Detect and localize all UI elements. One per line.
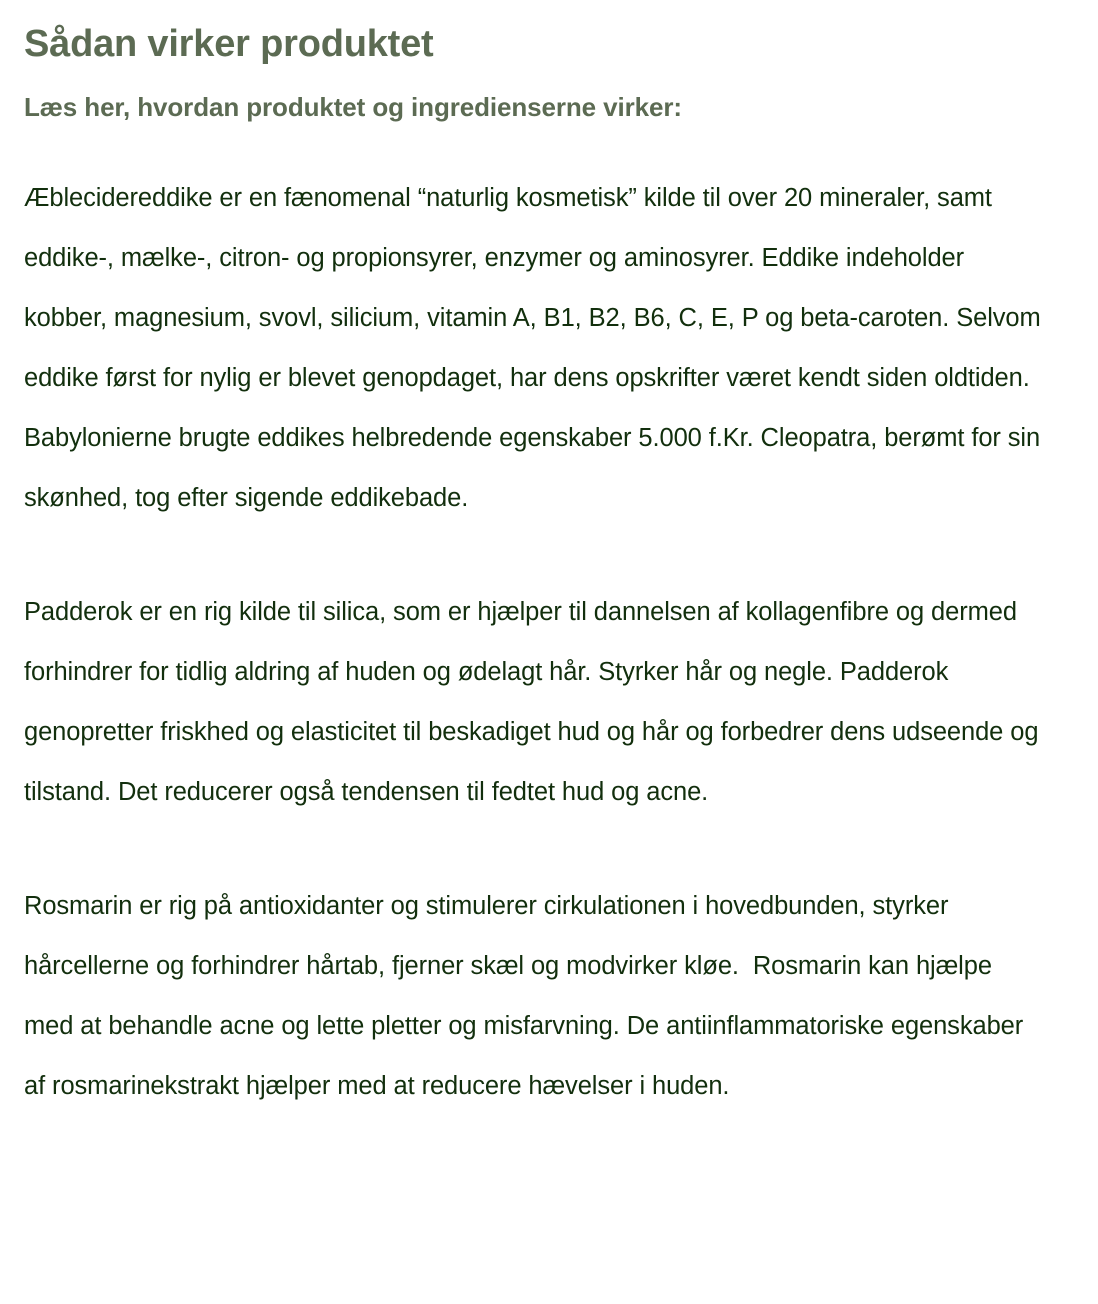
paragraph-rosemary: Rosmarin er rig på antioxidanter og stimulerer cirkulationen i hovedbunden, styrker hårcellerne og forhindrer hårtab, fjerner skæl og modvirker kløe. Rosmarin kan hjælpe med at behandle acne og lette pletter og misfarvning. De antiinflammatoriske egenskaber af rosmarinekstrakt hjælper med at reducere hævelser i huden. bbox=[24, 892, 1031, 1100]
body-copy bbox=[24, 168, 1074, 1116]
paragraph-horsetail: Padderok er en rig kilde til silica, som er hjælper til dannelsen af kollagenfibre og dermed forhindrer for tidlig aldring af huden og ødelagt hår. Styrker hår og negle. Padderok genopretter friskhed og elasticitet til beskadiget hud og hår og forbedrer dens udseende og tilstand. Det reducerer også tendensen til fedtet hud og acne. bbox=[24, 598, 1046, 806]
page-title: Sådan virker produktet bbox=[24, 23, 434, 65]
paragraph-apple-cider-vinegar: Æblecidereddike er en fænomenal “naturlig kosmetisk” kilde til over 20 mineraler, samt eddike-, mælke-, citron- og propionsyrer, enzymer og aminosyrer. Eddike indeholder kobber, magnesium, svovl, silicium, vitamin A, B1, B2, B6, C, E, P og beta-caroten. Selvom eddike først for nylig er blevet genopdaget, har dens opskrifter været kendt siden oldtiden. Babylonierne brugte eddikes helbredende egenskaber 5.000 f.Kr. Cleopatra, berømt for sin skønhed, tog efter sigende eddikebade. bbox=[24, 184, 1048, 512]
section-subtitle: Læs her, hvordan produktet og ingredienserne virker: bbox=[24, 92, 682, 122]
